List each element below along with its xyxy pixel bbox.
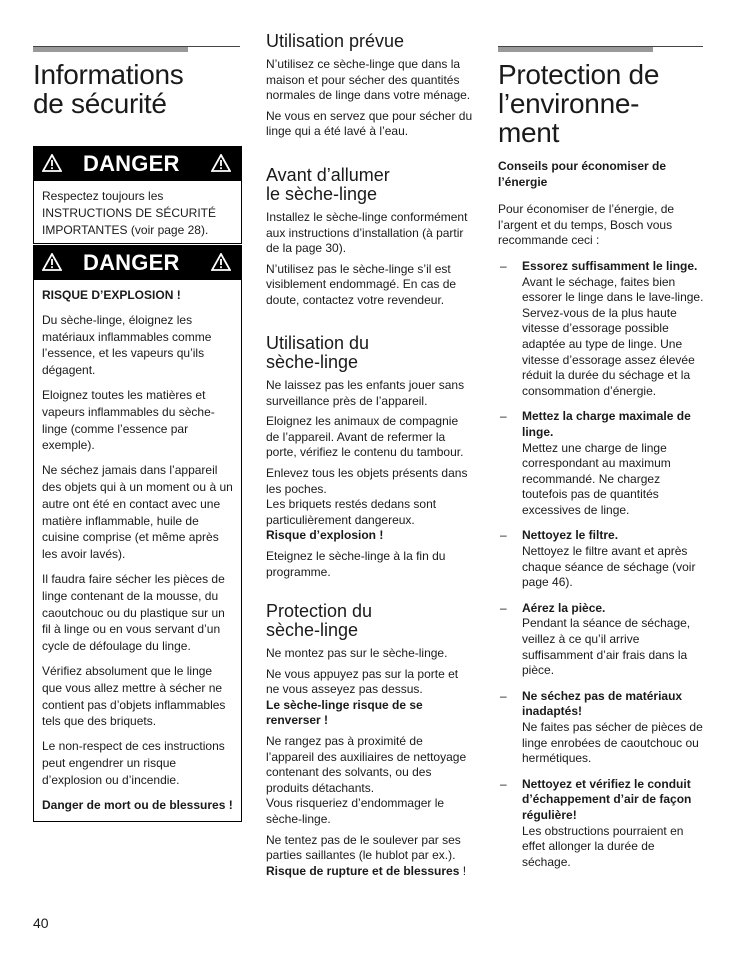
warning-text: Risque de rupture et de blessures ! (266, 863, 467, 878)
list-item-title: Nettoyez et vérifiez le conduit d’échappement d’air de façon régulière! (522, 776, 692, 822)
danger-footer: Danger de mort ou de blessures ! (42, 797, 233, 812)
list-item (498, 259, 704, 399)
paragraph: Les briquets restés dedans sont particulièrement dangereux. (266, 497, 437, 527)
list-item (498, 689, 704, 767)
dash-bullet: – (500, 528, 507, 543)
danger-paragraph: Du sèche-linge, éloignez les matériaux inflammables comme l’essence, et les vapeurs qu’ils dégagent. (42, 312, 212, 378)
list-item-text: Pendant la séance de séchage, veillez à ce qu’il arrive suffisamment d’air frais dans la pièce. (522, 616, 691, 678)
warning-icon (42, 253, 62, 271)
section-rule (33, 46, 240, 47)
dash-bullet: – (500, 688, 507, 703)
list-item-title: Essorez suffisamment le linge. (522, 258, 698, 273)
danger-label: DANGER (83, 151, 180, 176)
danger-paragraph: Eloignez toutes les matières et vapeurs inflammables du sèche-linge (comme l’essence par exemple). (42, 387, 215, 453)
dash-bullet: – (500, 776, 507, 791)
dash-bullet: – (500, 600, 507, 615)
paragraph: Ne rangez pas à proximité de l’appareil des auxiliaires de nettoyage contenant des solvants, ou des produits détachants. (266, 733, 467, 795)
paragraph: Eteignez le sèche-linge à la fin du programme. (266, 548, 446, 579)
section-title: Utilisation prévue (266, 31, 405, 51)
list-item-text: Nettoyez le filtre avant et après chaque séance de séchage (voir page 46). (522, 544, 696, 590)
paragraph: Ne vous appuyez pas sur la porte et ne vous asseyez pas dessus. (266, 666, 459, 697)
page-title-safety: Informations de sécurité (33, 59, 184, 119)
warning-icon (42, 154, 62, 172)
list-item-text: Les obstructions pourraient en effet allonger la durée de séchage. (522, 823, 684, 869)
list-item-title: Ne séchez pas de matériaux inadaptés! (522, 688, 683, 719)
list-item-text: Mettez une charge de linge correspondant au maximum recommandé. Ne chargez toutefois pas de quantités excessives de linge. (522, 440, 671, 517)
danger-banner (34, 246, 241, 280)
paragraph: Ne vous en servez que pour sécher du linge qui a été lavé à l’eau. (266, 108, 473, 139)
section-title: Protection du sèche-linge (266, 601, 373, 640)
section-title: Utilisation du sèche-linge (266, 333, 370, 372)
danger-text: Respectez toujours les INSTRUCTIONS DE SÉCURITÉ IMPORTANTES (voir page 28). (42, 189, 217, 237)
section-rule (498, 46, 703, 47)
list-item (498, 409, 704, 518)
dash-bullet: – (500, 258, 507, 273)
paragraph: Ne laissez pas les enfants jouer sans surveillance près de l’appareil. (266, 378, 465, 408)
dash-bullet: – (500, 409, 507, 424)
danger-label: DANGER (83, 250, 180, 275)
danger-box-general (33, 146, 242, 244)
danger-paragraph: Vérifiez absolument que le linge que vous allez mettre à sécher ne contient pas d’objets inflammables tels que des briquets. (42, 663, 226, 729)
paragraph: Eloignez les animaux de compagnie de l’appareil. Avant de refermer la porte, vérifiez le contenu du tambour. (266, 414, 464, 460)
subtitle: Conseils pour économiser de l’énergie (498, 159, 667, 189)
list-item (498, 528, 704, 590)
paragraph: Ne tentez pas de le soulever par ses parties saillantes (le hublot par ex.). (266, 832, 461, 863)
paragraph: Ne montez pas sur le sèche-linge. (266, 646, 448, 660)
warning-text: Le sèche-linge risque de se renverser ! (266, 697, 423, 728)
page-number: 40 (33, 915, 49, 931)
danger-paragraph: Ne séchez jamais dans l’appareil des objets qui à un moment ou à un autre ont été en contact avec une matière inflammable, huile de cuisine comprise (et même après les avoir lavés). (42, 463, 233, 562)
section-energy-tips (498, 159, 704, 880)
warning-icon (211, 253, 231, 271)
list-item-title: Nettoyez le filtre. (522, 528, 619, 543)
paragraph: Vous risqueriez d’endommager le sèche-linge. (266, 796, 445, 826)
paragraph: Enlevez tous les objets présents dans les poches. (266, 465, 468, 496)
list-item-text: Ne faites pas sécher de pièces de linge enrobées de caoutchouc ou hermétiques. (522, 720, 703, 766)
danger-paragraph: Il faudra faire sécher les pièces de linge contenant de la mousse, du caoutchouc ou du plastique sur un fil à linge ou en vous servant d’un cycle de défoulage du linge. (42, 571, 225, 654)
section-use-dryer (266, 334, 474, 585)
warning-icon (211, 154, 231, 172)
paragraph: N’utilisez pas le sèche-linge s’il est visiblement endommagé. En cas de doute, contactez votre revendeur. (266, 261, 457, 307)
warning-text: Risque d’explosion ! (266, 528, 384, 543)
intro: Pour économiser de l’énergie, de l’argent et du temps, Bosch vous recommande ceci : (498, 202, 675, 248)
tips-list (498, 259, 704, 870)
section-protect-dryer (266, 602, 474, 884)
section-title: Avant d’allumer le sèche-linge (266, 165, 390, 204)
list-item-title: Mettez la charge maximale de linge. (522, 409, 691, 439)
danger-banner (34, 147, 241, 181)
danger-paragraph: Le non-respect de ces instructions peut engendrer un risque d’explosion ou d’incendie. (42, 739, 225, 787)
danger-heading: RISQUE D’EXPLOSION ! (42, 288, 181, 302)
list-item (498, 777, 704, 871)
page-title-environment: Protection de l’environne- ment (498, 59, 660, 148)
list-item (498, 601, 704, 679)
paragraph: Installez le sèche-linge conformément aux instructions d’installation (à partir de la page 30). (266, 210, 468, 256)
section-intended-use (266, 32, 474, 145)
paragraph: N’utilisez ce sèche-linge que dans la maison et pour sécher des quantités normales de linge dans votre ménage. (266, 57, 471, 103)
list-item-text: Avant le séchage, faites bien essorer le linge dans le lave-linge. Servez-vous de la plus haute vitesse d’essorage possible adaptée au type de linge. Une vitesse d’essorage assez élevée réduit la durée du séchage et la consommation d’énergie. (522, 274, 704, 398)
section-before-start (266, 166, 474, 314)
list-item-title: Aérez la pièce. (522, 600, 606, 615)
danger-box-explosion (33, 245, 242, 822)
